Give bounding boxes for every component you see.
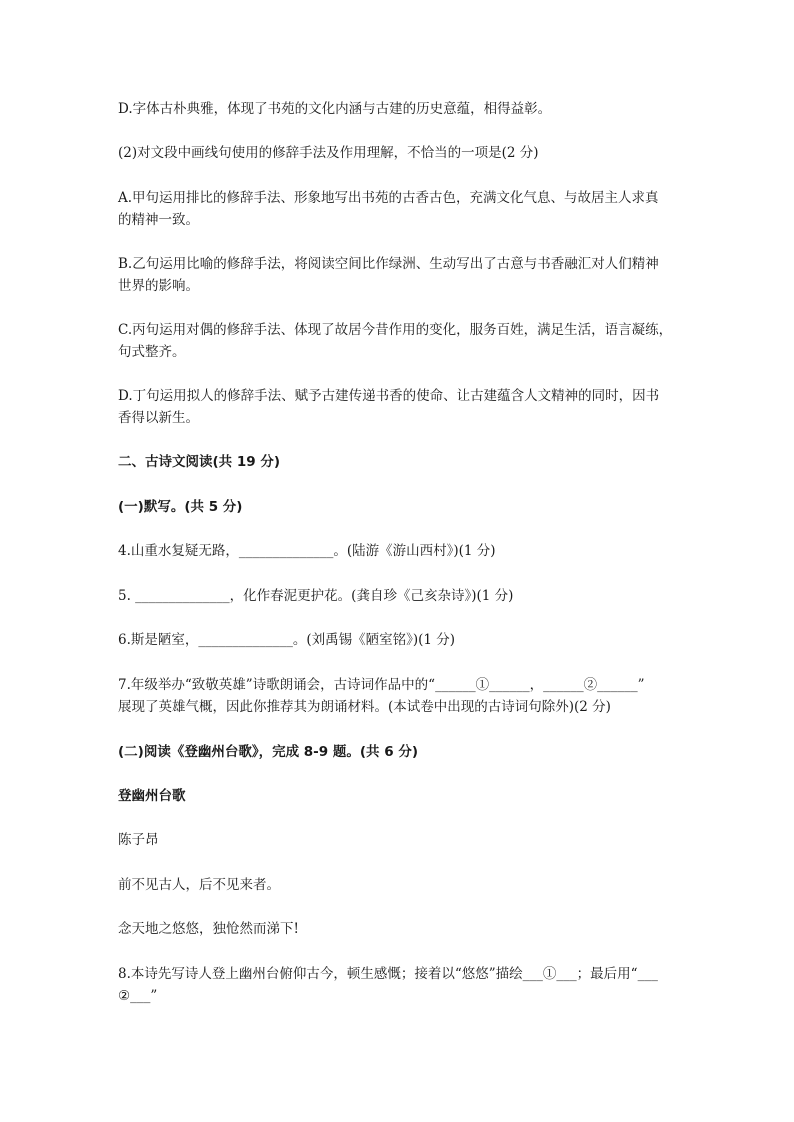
poem-line-1: 前不见古人，后不见来者。 — [118, 877, 280, 893]
option-d-line-1: D.丁句运用拟人的修辞手法、赋予古建传递书香的使命、让古建蕴含人文精神的同时，因书 — [118, 388, 660, 404]
subsection-2-title: (二)阅读《登幽州台歌》，完成 8-9 题。(共 6 分) — [118, 744, 419, 760]
option-d-line-2: 香得以新生。 — [118, 410, 199, 426]
question-7-line-2: 展现了英雄气概，因此你推荐其为朗诵材料。(本试卷中出现的古诗词句除外)(2 分) — [118, 699, 611, 715]
question-8-line-1: 8.本诗先写诗人登上幽州台俯仰古今，顿生感慨；接着以“悠悠”描绘___①___；最后用“___ — [118, 966, 658, 982]
poem-title: 登幽州台歌 — [118, 788, 186, 804]
question-5: 5. ______________，化作春泥更护花。(龚自珍《己亥杂诗》)(1 分) — [118, 588, 514, 604]
question-4: 4.山重水复疑无路，______________。(陆游《游山西村》)(1 分) — [118, 543, 496, 559]
option-a-line-2: 的精神一致。 — [118, 212, 199, 228]
subsection-1-title: (一)默写。(共 5 分) — [118, 499, 243, 515]
option-b-line-1: B.乙句运用比喻的修辞手法，将阅读空间比作绿洲、生动写出了古意与书香融汇对人们精神 — [118, 256, 659, 272]
poem-line-2: 念天地之悠悠，独怆然而涕下! — [118, 921, 299, 937]
question-6: 6.斯是陋室，______________。(刘禹锡《陋室铭》)(1 分) — [118, 632, 456, 648]
question-7-line-1: 7.年级举办“致敬英雄”诗歌朗诵会，古诗词作品中的“______①______，______②______” — [118, 677, 645, 693]
option-c-line-2: 句式整齐。 — [118, 344, 186, 360]
option-c-line-1: C.丙句运用对偶的修辞手法、体现了故居今昔作用的变化，服务百姓，满足生活，语言凝练， — [118, 322, 673, 338]
option-b-line-2: 世界的影响。 — [118, 278, 199, 294]
question-8-line-2: ②___” — [118, 988, 158, 1004]
question-2-stem: (2)对文段中画线句使用的修辞手法及作用理解，不恰当的一项是(2 分) — [118, 145, 539, 161]
option-a-line-1: A.甲句运用排比的修辞手法、形象地写出书苑的古香古色，充满文化气息、与故居主人求真 — [118, 190, 659, 206]
section-2-title: 二、古诗文阅读(共 19 分) — [118, 454, 281, 470]
poem-author: 陈子昂 — [118, 832, 159, 848]
option-d-line: D.字体古朴典雅，体现了书苑的文化内涵与古建的历史意蕴，相得益彰。 — [118, 101, 552, 117]
